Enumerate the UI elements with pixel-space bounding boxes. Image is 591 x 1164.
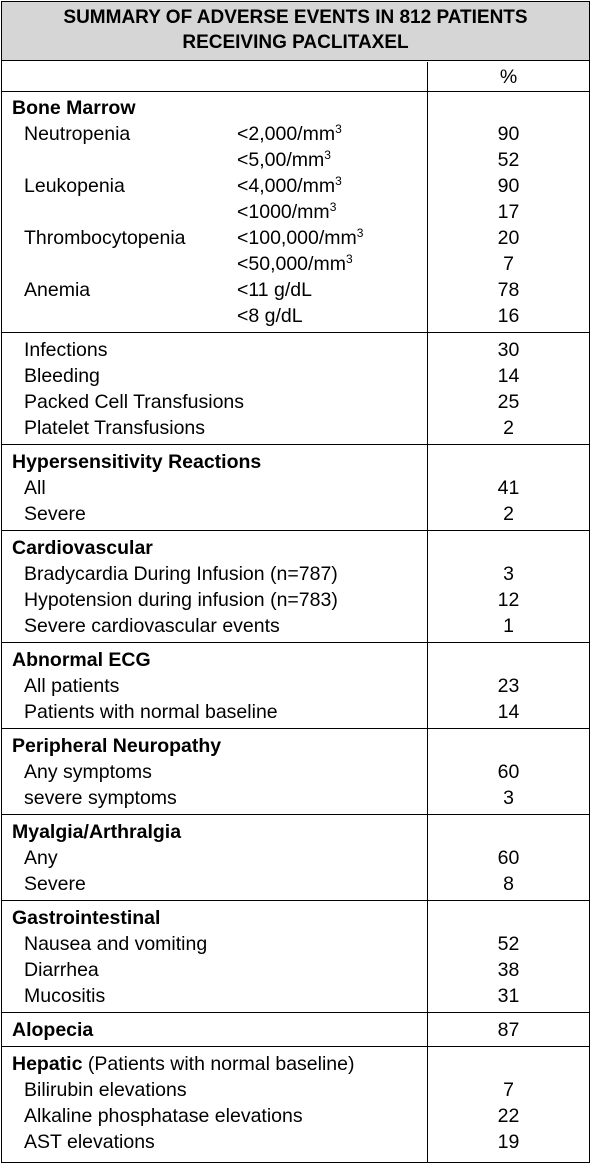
row-label: Packed Cell Transfusions bbox=[24, 391, 245, 413]
table-row bbox=[2, 337, 589, 363]
threshold-exponent: 3 bbox=[324, 148, 331, 162]
threshold: $<1000/mm^3$ bbox=[237, 200, 337, 223]
percent-value: 60 bbox=[497, 847, 520, 869]
row-label: Severe cardiovascular events bbox=[24, 615, 280, 637]
percent-value: 78 bbox=[497, 279, 520, 301]
row-label: Bradycardia During Infusion (n=787) bbox=[24, 563, 338, 585]
table-row bbox=[2, 699, 589, 725]
adverse-events-table bbox=[1, 1, 590, 1163]
row-divider bbox=[2, 1012, 589, 1013]
table-row bbox=[2, 759, 589, 785]
section-header-row bbox=[2, 1017, 589, 1043]
row-label: Nausea and vomiting bbox=[24, 933, 208, 955]
table-row bbox=[2, 199, 589, 225]
threshold: $<4,000/mm^3$ bbox=[237, 174, 342, 197]
table-row bbox=[2, 931, 589, 957]
table-row bbox=[2, 957, 589, 983]
percent-value: 22 bbox=[497, 1105, 520, 1127]
table-row bbox=[2, 587, 589, 613]
percent-value: 30 bbox=[497, 339, 520, 361]
threshold: $<5,00/mm^3$ bbox=[237, 148, 331, 171]
row-label: Platelet Transfusions bbox=[24, 417, 206, 439]
section-header-row bbox=[2, 535, 589, 561]
row-divider bbox=[2, 900, 589, 901]
table-row bbox=[2, 173, 589, 199]
percent-value: 16 bbox=[497, 305, 520, 327]
percent-value: 52 bbox=[497, 933, 520, 955]
section-header-row bbox=[2, 819, 589, 845]
table-row bbox=[2, 1129, 589, 1155]
threshold: $<2,000/mm^3$ bbox=[237, 122, 342, 145]
row-label: Severe bbox=[24, 503, 86, 525]
percent-value: 90 bbox=[497, 123, 520, 145]
row-label: Bleeding bbox=[24, 365, 100, 387]
row-divider bbox=[2, 642, 589, 643]
percent-value: 7 bbox=[503, 253, 514, 275]
row-label: Patients with normal baseline bbox=[24, 701, 278, 723]
row-label: AST elevations bbox=[24, 1131, 155, 1153]
row-label: Neutropenia bbox=[24, 123, 131, 145]
row-divider bbox=[2, 530, 589, 531]
table-row bbox=[2, 415, 589, 441]
percent-value: 17 bbox=[497, 201, 520, 223]
table-row bbox=[2, 251, 589, 277]
threshold: $<100,000/mm^3$ bbox=[237, 226, 364, 249]
row-label: Alkaline phosphatase elevations bbox=[24, 1105, 303, 1127]
percent-value: 14 bbox=[497, 365, 520, 387]
threshold: <8 g/dL bbox=[237, 305, 303, 327]
threshold: $<50,000/mm^3$ bbox=[237, 252, 353, 275]
percent-value: 8 bbox=[503, 873, 514, 895]
percent-value: 25 bbox=[497, 391, 520, 413]
section-title: Hepatic (Patients with normal baseline) bbox=[12, 1053, 355, 1075]
table-row bbox=[2, 303, 589, 329]
percent-value: 7 bbox=[503, 1079, 514, 1101]
row-label: All bbox=[24, 477, 46, 499]
row-divider bbox=[2, 444, 589, 445]
row-divider bbox=[2, 728, 589, 729]
table-row bbox=[2, 785, 589, 811]
threshold-exponent: 3 bbox=[335, 174, 342, 188]
row-divider bbox=[2, 332, 589, 333]
table-row bbox=[2, 225, 589, 251]
percent-value: 31 bbox=[497, 985, 520, 1007]
table-row bbox=[2, 475, 589, 501]
percent-value: 2 bbox=[503, 417, 514, 439]
section-header-row bbox=[2, 95, 589, 121]
table-row bbox=[2, 983, 589, 1009]
section-header-row bbox=[2, 1051, 589, 1077]
table-row bbox=[2, 501, 589, 527]
percent-value: 2 bbox=[503, 503, 514, 525]
threshold-exponent: 3 bbox=[329, 200, 337, 214]
percent-value: 1 bbox=[503, 615, 514, 637]
row-label: All patients bbox=[24, 675, 120, 697]
section-title: Gastrointestinal bbox=[12, 907, 161, 929]
table-row bbox=[2, 1103, 589, 1129]
threshold: <11 g/dL bbox=[237, 279, 313, 301]
percent-value: 23 bbox=[497, 675, 520, 697]
row-label: Thrombocytopenia bbox=[24, 227, 186, 249]
table-title bbox=[2, 2, 589, 61]
section-header-row bbox=[2, 905, 589, 931]
row-label: Anemia bbox=[24, 279, 91, 301]
table-row bbox=[2, 613, 589, 639]
percent-value: 3 bbox=[503, 563, 514, 585]
section-title: Alopecia bbox=[12, 1019, 94, 1041]
percent-value: 14 bbox=[497, 701, 520, 723]
row-label: Diarrhea bbox=[24, 959, 99, 981]
row-divider bbox=[2, 814, 589, 815]
title-line-1: SUMMARY OF ADVERSE EVENTS IN 812 PATIENTS bbox=[63, 7, 528, 28]
percent-value: 20 bbox=[497, 227, 520, 249]
table-row bbox=[2, 277, 589, 303]
percent-value: 41 bbox=[497, 477, 520, 499]
section-header-row bbox=[2, 647, 589, 673]
percent-value: 60 bbox=[497, 761, 520, 783]
row-label: Leukopenia bbox=[24, 175, 125, 197]
table-row bbox=[2, 121, 589, 147]
section-title: Cardiovascular bbox=[12, 537, 153, 559]
title-line-2: RECEIVING PACLITAXEL bbox=[182, 31, 409, 53]
section-note: (Patients with normal baseline) bbox=[82, 1053, 355, 1075]
percent-value: 19 bbox=[497, 1131, 520, 1153]
table-row bbox=[2, 673, 589, 699]
row-label: Any bbox=[24, 847, 58, 869]
row-label: Any symptoms bbox=[24, 761, 152, 783]
section-title: Myalgia/Arthralgia bbox=[12, 821, 182, 843]
percent-column-header: % bbox=[499, 66, 518, 88]
section-title: Abnormal ECG bbox=[12, 649, 151, 671]
table-row bbox=[2, 147, 589, 173]
section-header-row bbox=[2, 733, 589, 759]
row-label: Hypotension during infusion (n=783) bbox=[24, 589, 338, 611]
row-label: Severe bbox=[24, 873, 86, 895]
percent-value: 12 bbox=[497, 589, 520, 611]
table-row bbox=[2, 561, 589, 587]
threshold-exponent: 3 bbox=[356, 226, 364, 240]
percent-value: 87 bbox=[497, 1019, 520, 1041]
section-title: Peripheral Neuropathy bbox=[12, 735, 222, 757]
row-divider bbox=[2, 91, 589, 92]
section-title: Hypersensitivity Reactions bbox=[12, 451, 262, 473]
section-header-row bbox=[2, 449, 589, 475]
section-title: Bone Marrow bbox=[12, 97, 136, 119]
percent-value: 3 bbox=[503, 787, 514, 809]
table-row bbox=[2, 363, 589, 389]
threshold-exponent: 3 bbox=[335, 122, 342, 136]
threshold-exponent: 3 bbox=[345, 252, 353, 266]
table-row bbox=[2, 1077, 589, 1103]
table-row bbox=[2, 845, 589, 871]
row-label: Bilirubin elevations bbox=[24, 1079, 187, 1101]
percent-value: 90 bbox=[497, 175, 520, 197]
row-divider bbox=[2, 1046, 589, 1047]
percent-value: 52 bbox=[497, 149, 520, 171]
row-label: Infections bbox=[24, 339, 108, 361]
row-label: Mucositis bbox=[24, 985, 106, 1007]
row-label: severe symptoms bbox=[24, 787, 177, 809]
percent-value: 38 bbox=[497, 959, 520, 981]
table-row bbox=[2, 871, 589, 897]
table-row bbox=[2, 389, 589, 415]
